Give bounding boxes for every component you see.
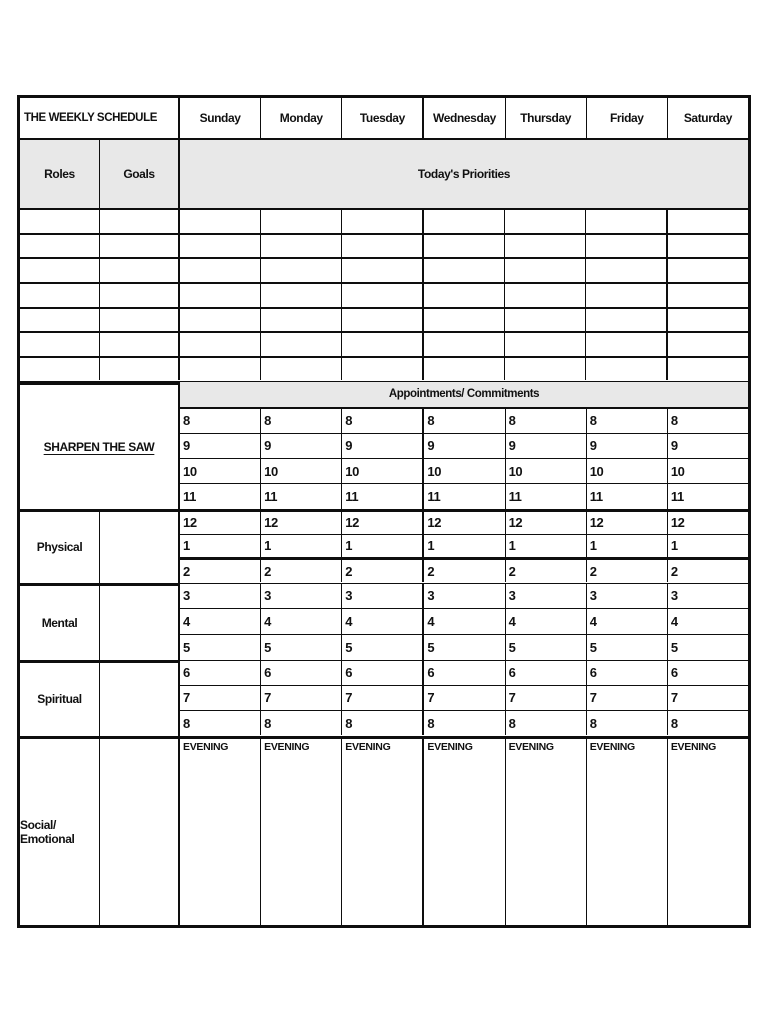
time-slot-cell: 8 (587, 409, 668, 433)
physical-time-grid (180, 512, 748, 583)
day-header-tuesday: Tuesday (342, 98, 424, 138)
evening-cell: EVENING (180, 739, 261, 926)
priority-cell (180, 235, 261, 258)
time-slot-cell: 3 (587, 584, 668, 609)
evening-cell: EVENING (506, 739, 587, 926)
time-slot-cell: 8 (670, 715, 678, 731)
time-slot-cell: 3 (506, 584, 587, 609)
priority-row (20, 210, 748, 235)
role-cell (20, 358, 100, 381)
day-header-monday: Monday (261, 98, 342, 138)
time-slot-cell: 7 (587, 686, 668, 710)
day-header-saturday: Saturday (683, 111, 732, 125)
time-slot-cell: 8 (342, 711, 424, 735)
time-slot-cell: 2 (180, 560, 261, 582)
time-row-8pm (180, 711, 748, 735)
priority-cell (668, 284, 748, 307)
time-row-7pm (180, 686, 748, 711)
role-label-spiritual: Spiritual (37, 692, 82, 706)
time-slot-cell: 6 (261, 661, 342, 685)
time-slot-cell: 2 (424, 560, 505, 582)
priority-cell (505, 358, 586, 381)
priority-cell (424, 284, 505, 307)
time-slot-cell: 9 (670, 438, 678, 454)
mental-time-grid (180, 583, 748, 660)
time-slot-cell: 10 (587, 459, 668, 483)
roles-header: Roles (20, 140, 100, 208)
role-label-mental: Mental (41, 615, 78, 630)
priority-cell (180, 210, 261, 233)
goal-cell (100, 583, 180, 660)
time-slot-cell: 11 (180, 484, 261, 508)
time-slot-cell: 9 (342, 434, 424, 458)
priority-cell (261, 333, 342, 356)
time-slot-cell: 12 (180, 512, 261, 534)
time-slot-cell: 12 (342, 512, 424, 534)
priority-cell (668, 210, 748, 233)
time-slot-cell: 8 (506, 409, 587, 433)
priority-cell (342, 309, 424, 332)
priority-cell (342, 333, 424, 356)
evening-cell: EVENING (424, 739, 505, 926)
time-row-5pm (180, 635, 748, 660)
priority-cell (180, 333, 261, 356)
goal-cell (100, 210, 180, 233)
priority-cell (586, 235, 668, 258)
time-slot-cell: 8 (424, 711, 505, 735)
goal-cell (100, 512, 180, 583)
time-slot-cell: 5 (342, 635, 424, 660)
time-row-11am (180, 484, 748, 508)
time-slot-cell: 10 (180, 459, 261, 483)
evening-section (20, 736, 748, 926)
time-slot-cell: 9 (587, 434, 668, 458)
time-slot-cell: 11 (587, 484, 668, 508)
time-slot-cell: 8 (587, 711, 668, 735)
time-row-6pm (180, 661, 748, 686)
priority-cell (668, 235, 748, 258)
time-slot-cell: 5 (670, 639, 678, 655)
priority-cell (180, 259, 261, 282)
time-slot-cell: 7 (424, 686, 505, 710)
role-cell (20, 210, 100, 233)
priorities-grid (20, 210, 748, 381)
priority-cell (505, 284, 586, 307)
time-row-3pm (180, 584, 748, 610)
priority-cell (342, 235, 424, 258)
spiritual-section (20, 660, 748, 736)
sharpen-the-saw-block (20, 381, 180, 509)
time-slot-cell: 8 (342, 409, 424, 433)
evening-row (180, 739, 748, 926)
time-slot-cell: 2 (506, 560, 587, 582)
time-row-8am (180, 409, 748, 434)
time-slot-cell: 10 (670, 463, 685, 479)
appointments-section (20, 381, 748, 509)
time-slot-cell: 5 (587, 635, 668, 660)
goal-cell (100, 309, 180, 332)
role-label-mental-cell (20, 583, 100, 660)
time-slot-cell: 6 (424, 661, 505, 685)
time-slot-cell: 10 (261, 459, 342, 483)
time-row-1pm (180, 535, 748, 560)
evening-cell: EVENING (261, 739, 342, 926)
time-slot-cell: 2 (342, 560, 424, 582)
time-row-12pm (180, 512, 748, 535)
time-slot-cell: 7 (261, 686, 342, 710)
role-cell (20, 309, 100, 332)
priority-cell (261, 210, 342, 233)
priority-cell (586, 358, 668, 381)
goal-cell (100, 358, 180, 381)
goal-cell (100, 259, 180, 282)
time-slot-cell: 10 (424, 459, 505, 483)
time-slot-cell: 12 (261, 512, 342, 534)
time-slot-cell: 7 (180, 686, 261, 710)
time-slot-cell: 5 (424, 635, 505, 660)
priorities-header: Today's Priorities (180, 140, 748, 208)
time-slot-cell: 12 (424, 512, 505, 534)
role-label-physical: Physical (36, 540, 83, 554)
time-slot-cell: 1 (587, 535, 668, 557)
priority-cell (505, 210, 586, 233)
column-header-row (20, 140, 748, 210)
role-label-social-emotional: Social/ Emotional (20, 817, 75, 846)
time-slot-cell: 9 (180, 434, 261, 458)
role-cell (20, 333, 100, 356)
priority-cell (180, 309, 261, 332)
priority-cell (505, 333, 586, 356)
priority-cell (180, 284, 261, 307)
time-slot-cell: 7 (506, 686, 587, 710)
priority-cell (342, 358, 424, 381)
time-slot-cell: 4 (587, 609, 668, 634)
time-slot-cell: 8 (506, 711, 587, 735)
priority-cell (424, 235, 505, 258)
time-slot-cell: 1 (180, 535, 261, 557)
priority-cell (586, 259, 668, 282)
time-slot-cell: 9 (424, 434, 505, 458)
priority-cell (261, 309, 342, 332)
role-label-social-emotional-cell (20, 739, 100, 926)
day-header-row (20, 98, 748, 140)
priority-cell (668, 333, 748, 356)
time-slot-cell: 3 (342, 584, 424, 609)
time-slot-cell: 11 (506, 484, 587, 508)
day-header-friday: Friday (587, 98, 668, 138)
priority-cell (261, 235, 342, 258)
priority-cell (342, 259, 424, 282)
priority-row (20, 284, 748, 309)
priority-cell (424, 210, 505, 233)
priority-row (20, 235, 748, 260)
mental-section (20, 583, 748, 660)
time-slot-cell: 1 (342, 535, 424, 557)
time-slot-cell: 8 (261, 409, 342, 433)
time-slot-cell: 12 (587, 512, 668, 534)
priority-cell (586, 333, 668, 356)
time-slot-cell: 7 (342, 686, 424, 710)
priority-cell (261, 259, 342, 282)
sharpen-the-saw-label: SHARPEN THE SAW (43, 439, 155, 454)
time-slot-cell: 7 (670, 690, 678, 706)
day-header-wednesday: Wednesday (424, 98, 505, 138)
role-cell (20, 284, 100, 307)
time-slot-cell: 3 (424, 584, 505, 609)
priority-cell (342, 210, 424, 233)
evening-grid (180, 739, 748, 926)
goal-cell (100, 235, 180, 258)
goal-cell (100, 333, 180, 356)
time-slot-cell: 4 (506, 609, 587, 634)
time-slot-cell: 11 (261, 484, 342, 508)
priority-cell (586, 210, 668, 233)
time-slot-cell: 6 (180, 661, 261, 685)
goal-cell (100, 660, 180, 736)
time-slot-cell: 11 (424, 484, 505, 508)
time-slot-cell: 6 (587, 661, 668, 685)
time-slot-cell: 6 (670, 665, 678, 681)
day-header-sunday: Sunday (180, 98, 261, 138)
time-slot-cell: 5 (506, 635, 587, 660)
evening-cell: EVENING (342, 739, 424, 926)
priority-row (20, 358, 748, 381)
priority-cell (586, 284, 668, 307)
time-slot-cell: 10 (342, 459, 424, 483)
day-header-thursday: Thursday (506, 98, 587, 138)
appointments-grid (180, 381, 748, 509)
role-label-spiritual-cell (20, 660, 100, 736)
time-slot-cell: 8 (261, 711, 342, 735)
time-slot-cell: 6 (506, 661, 587, 685)
priority-cell (424, 259, 505, 282)
evening-cell: EVENING (670, 740, 717, 753)
time-slot-cell: 4 (180, 609, 261, 634)
priority-cell (505, 259, 586, 282)
time-slot-cell: 8 (670, 413, 678, 429)
appointments-header: Appointments/ Commitments (180, 382, 748, 409)
time-slot-cell: 2 (587, 560, 668, 582)
goal-cell (100, 739, 180, 926)
time-slot-cell: 2 (670, 563, 678, 579)
physical-section (20, 509, 748, 583)
priority-cell (424, 309, 505, 332)
priority-cell (424, 333, 505, 356)
priority-cell (424, 358, 505, 381)
time-slot-cell: 11 (342, 484, 424, 508)
priority-row (20, 309, 748, 334)
time-slot-cell: 5 (261, 635, 342, 660)
time-slot-cell: 4 (424, 609, 505, 634)
time-slot-cell: 8 (180, 711, 261, 735)
time-slot-cell: 11 (670, 488, 684, 504)
time-slot-cell: 4 (670, 614, 678, 629)
role-label-physical-cell (20, 512, 100, 583)
priority-cell (261, 358, 342, 381)
time-slot-cell: 1 (424, 535, 505, 557)
time-row-4pm (180, 609, 748, 635)
time-slot-cell: 3 (670, 588, 678, 604)
goals-header: Goals (100, 140, 180, 208)
priority-cell (342, 284, 424, 307)
time-row-2pm (180, 560, 748, 582)
time-slot-cell: 3 (261, 584, 342, 609)
priority-cell (505, 309, 586, 332)
goal-cell (100, 284, 180, 307)
time-slot-cell: 8 (180, 409, 261, 433)
priority-cell (668, 259, 748, 282)
time-slot-cell: 2 (261, 560, 342, 582)
time-row-9am (180, 434, 748, 459)
time-slot-cell: 4 (261, 609, 342, 634)
time-slot-cell: 12 (670, 515, 685, 531)
time-slot-cell: 4 (342, 609, 424, 634)
priority-cell (668, 309, 748, 332)
time-slot-cell: 6 (342, 661, 424, 685)
time-slot-cell: 10 (506, 459, 587, 483)
time-slot-cell: 1 (506, 535, 587, 557)
priority-cell (668, 358, 748, 381)
priority-cell (586, 309, 668, 332)
time-slot-cell: 9 (261, 434, 342, 458)
weekly-schedule-table (17, 95, 751, 928)
role-cell (20, 235, 100, 258)
time-slot-cell: 3 (180, 584, 261, 609)
role-cell (20, 259, 100, 282)
priority-row (20, 259, 748, 284)
page-title: THE WEEKLY SCHEDULE (20, 98, 180, 138)
priority-cell (261, 284, 342, 307)
priority-cell (180, 358, 261, 381)
priority-cell (505, 235, 586, 258)
time-slot-cell: 12 (506, 512, 587, 534)
time-slot-cell: 1 (670, 538, 678, 554)
evening-cell: EVENING (587, 739, 668, 926)
time-slot-cell: 5 (180, 635, 261, 660)
time-row-10am (180, 459, 748, 484)
spiritual-time-grid (180, 660, 748, 736)
priority-row (20, 333, 748, 358)
time-slot-cell: 8 (424, 409, 505, 433)
time-slot-cell: 9 (506, 434, 587, 458)
time-slot-cell: 1 (261, 535, 342, 557)
